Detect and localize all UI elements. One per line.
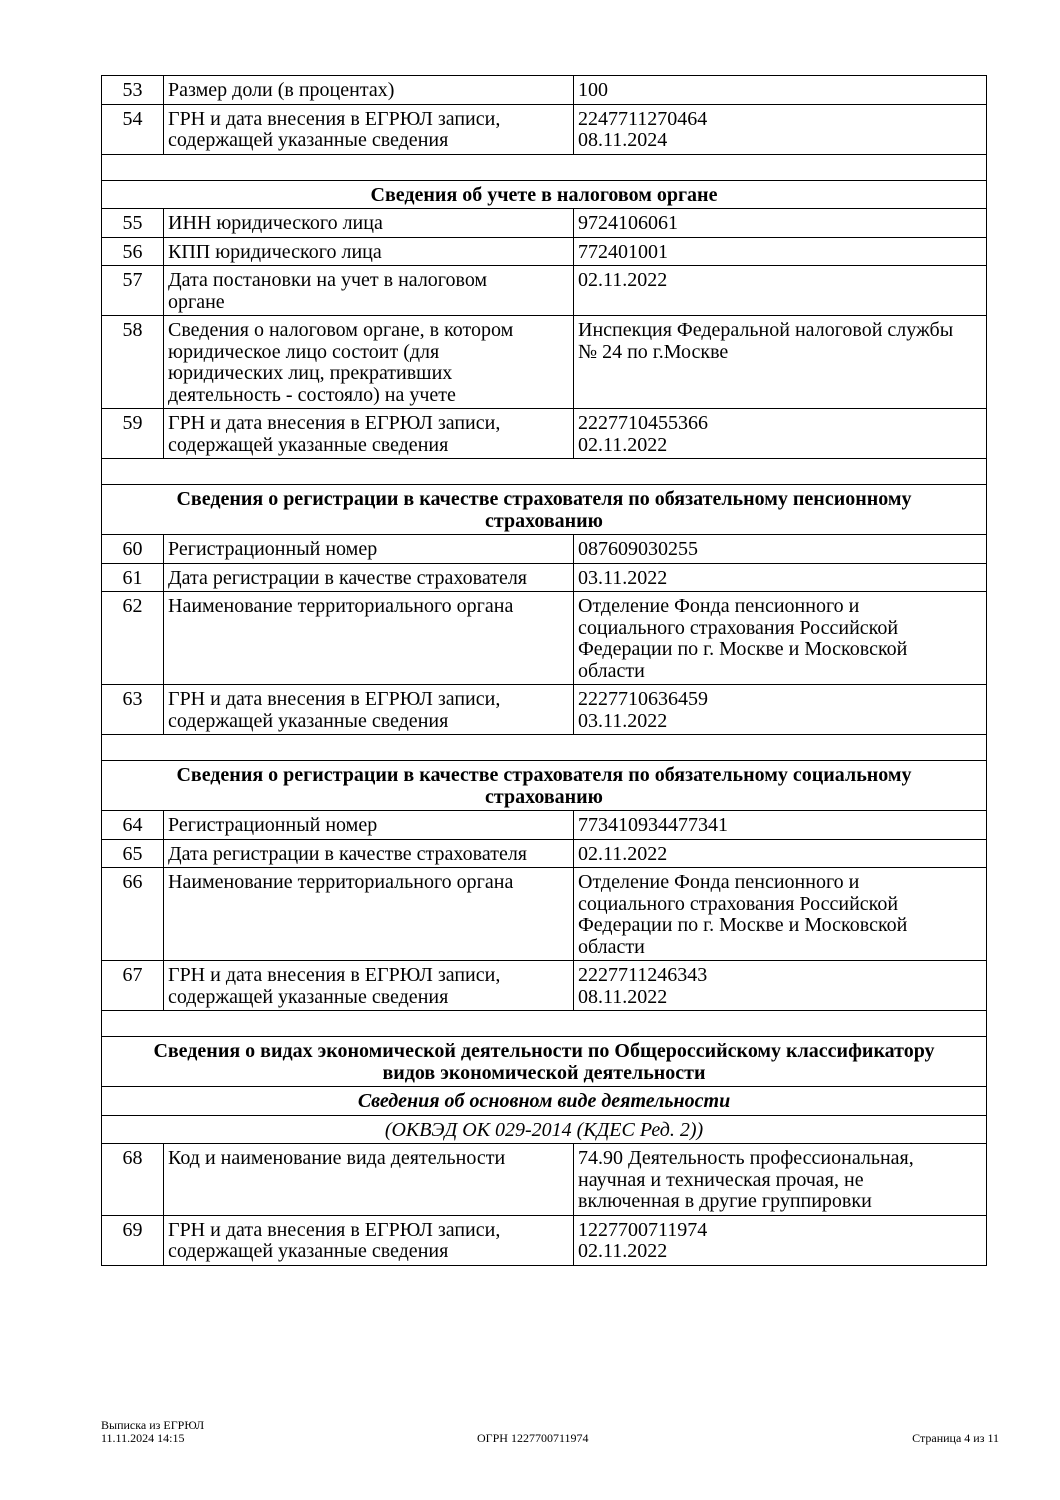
row-number: 57 — [102, 266, 164, 316]
spacer-cell — [102, 154, 987, 180]
row-label: Дата постановки на учет в налоговом органе — [164, 266, 574, 316]
row-label: ГРН и дата внесения в ЕГРЮЛ записи, содержащей указанные сведения — [164, 1215, 574, 1265]
table-row — [102, 563, 987, 592]
table-row — [102, 237, 987, 266]
spacer-row — [102, 154, 987, 180]
row-number: 68 — [102, 1144, 164, 1216]
row-number: 60 — [102, 535, 164, 564]
row-label: ГРН и дата внесения в ЕГРЮЛ записи, содержащей указанные сведения — [164, 104, 574, 154]
row-number: 55 — [102, 209, 164, 238]
row-label: Наименование территориального органа — [164, 868, 574, 961]
row-value: 03.11.2022 — [574, 563, 987, 592]
row-label: Сведения о налоговом органе, в котором юридическое лицо состоит (для юридических лиц, прекративших деятельность - состояло) на учете — [164, 316, 574, 409]
row-number: 62 — [102, 592, 164, 685]
row-label: Код и наименование вида деятельности — [164, 1144, 574, 1216]
row-value: Отделение Фонда пенсионного и социального страхования Российской Федерации по г. Москве и Московской области — [574, 592, 987, 685]
table-row — [102, 409, 987, 459]
table-row — [102, 104, 987, 154]
table-row — [102, 961, 987, 1011]
section-row — [102, 180, 987, 209]
row-number: 67 — [102, 961, 164, 1011]
table-row — [102, 1215, 987, 1265]
row-number: 59 — [102, 409, 164, 459]
spacer-row — [102, 1011, 987, 1037]
row-value: Отделение Фонда пенсионного и социального страхования Российской Федерации по г. Москве и Московской области — [574, 868, 987, 961]
row-label: ГРН и дата внесения в ЕГРЮЛ записи, содержащей указанные сведения — [164, 409, 574, 459]
table-row — [102, 76, 987, 105]
section-row — [102, 485, 987, 535]
row-value: 9724106061 — [574, 209, 987, 238]
row-value: 02.11.2022 — [574, 266, 987, 316]
spacer-cell — [102, 459, 987, 485]
row-value: 74.90 Деятельность профессиональная, научная и техническая прочая, не включенная в другие группировки — [574, 1144, 987, 1216]
subsection-title: Сведения об основном виде деятельности — [102, 1087, 987, 1116]
footer-doc-info — [101, 1419, 204, 1445]
table-row — [102, 839, 987, 868]
subnote-title: (ОКВЭД ОК 029-2014 (КДЕС Ред. 2)) — [102, 1115, 987, 1144]
row-label: Регистрационный номер — [164, 535, 574, 564]
row-label: Дата регистрации в качестве страхователя — [164, 563, 574, 592]
subsection-row — [102, 1087, 987, 1116]
footer-ogrn: ОГРН 1227700711974 — [477, 1431, 589, 1445]
egrul-extract-table — [101, 75, 987, 1266]
table-row — [102, 209, 987, 238]
table-row — [102, 266, 987, 316]
subnote-row — [102, 1115, 987, 1144]
row-value: Инспекция Федеральной налоговой службы № 24 по г.Москве — [574, 316, 987, 409]
section-title: Сведения о видах экономической деятельности по Общероссийскому классификатору видов экономической деятельности — [102, 1037, 987, 1087]
row-value: 2227710636459 03.11.2022 — [574, 685, 987, 735]
table-row — [102, 685, 987, 735]
table-row — [102, 1144, 987, 1216]
row-number: 54 — [102, 104, 164, 154]
footer-timestamp: 11.11.2024 14:15 — [101, 1431, 185, 1445]
row-number: 63 — [102, 685, 164, 735]
row-value: 2227710455366 02.11.2022 — [574, 409, 987, 459]
spacer-cell — [102, 735, 987, 761]
row-label: Регистрационный номер — [164, 811, 574, 840]
row-number: 69 — [102, 1215, 164, 1265]
section-title: Сведения об учете в налоговом органе — [102, 180, 987, 209]
table-row — [102, 868, 987, 961]
row-value: 772401001 — [574, 237, 987, 266]
row-label: Наименование территориального органа — [164, 592, 574, 685]
table-row — [102, 535, 987, 564]
table-row — [102, 592, 987, 685]
row-number: 65 — [102, 839, 164, 868]
table-row — [102, 316, 987, 409]
row-number: 64 — [102, 811, 164, 840]
section-title: Сведения о регистрации в качестве страхователя по обязательному пенсионному страхованию — [102, 485, 987, 535]
spacer-cell — [102, 1011, 987, 1037]
table-row — [102, 811, 987, 840]
row-number: 56 — [102, 237, 164, 266]
row-label: ГРН и дата внесения в ЕГРЮЛ записи, содержащей указанные сведения — [164, 961, 574, 1011]
footer-page-number: Страница 4 из 11 — [912, 1431, 999, 1445]
spacer-row — [102, 735, 987, 761]
row-number: 53 — [102, 76, 164, 105]
row-number: 58 — [102, 316, 164, 409]
row-label: ГРН и дата внесения в ЕГРЮЛ записи, содержащей указанные сведения — [164, 685, 574, 735]
section-row — [102, 761, 987, 811]
table-body — [102, 76, 987, 1266]
row-value: 2247711270464 08.11.2024 — [574, 104, 987, 154]
row-value: 1227700711974 02.11.2022 — [574, 1215, 987, 1265]
row-label: Дата регистрации в качестве страхователя — [164, 839, 574, 868]
footer-doc-name: Выписка из ЕГРЮЛ — [101, 1418, 205, 1432]
spacer-row — [102, 459, 987, 485]
row-label: Размер доли (в процентах) — [164, 76, 574, 105]
row-value: 087609030255 — [574, 535, 987, 564]
row-label: ИНН юридического лица — [164, 209, 574, 238]
section-title: Сведения о регистрации в качестве страхователя по обязательному социальному страхованию — [102, 761, 987, 811]
row-value: 773410934477341 — [574, 811, 987, 840]
row-value: 02.11.2022 — [574, 839, 987, 868]
row-number: 66 — [102, 868, 164, 961]
row-label: КПП юридического лица — [164, 237, 574, 266]
section-row — [102, 1037, 987, 1087]
row-value: 100 — [574, 76, 987, 105]
row-number: 61 — [102, 563, 164, 592]
row-value: 2227711246343 08.11.2022 — [574, 961, 987, 1011]
